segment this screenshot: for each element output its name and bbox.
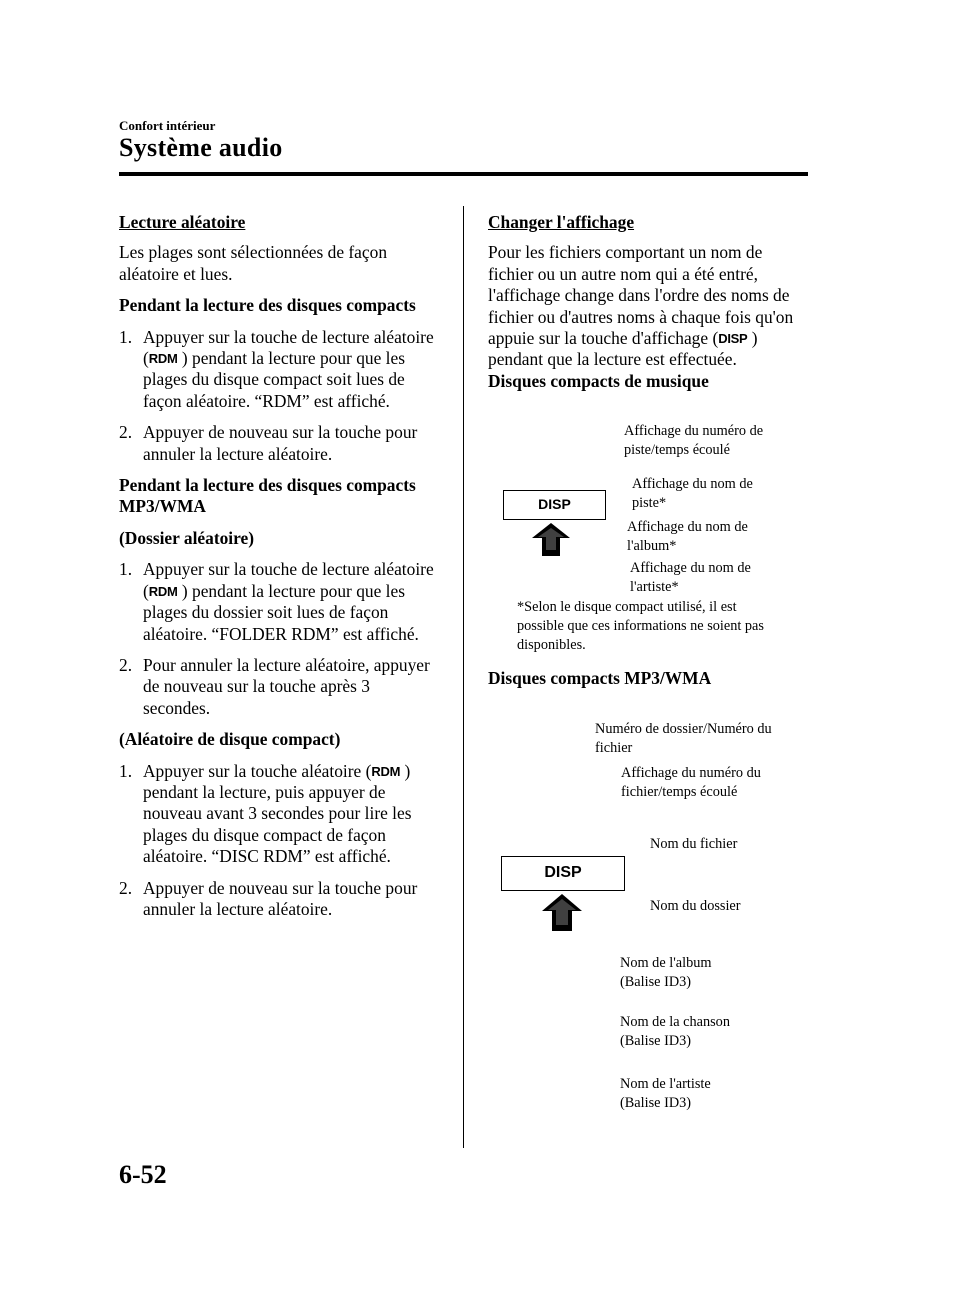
music-heading: Disques compacts de musique [488, 370, 709, 391]
column-divider [463, 206, 464, 1148]
mp3-label-folder-name: Nom du dossier [650, 898, 741, 914]
mp3-label-file-name: Nom du fichier [650, 836, 738, 852]
music-label-artist-name: Affichage du nom de l'artiste* [630, 560, 751, 595]
random-button-icon: RDM [148, 583, 178, 599]
disc-heading: (Aléatoire de disque compact) [119, 729, 341, 750]
disp-button-icon: DISP [718, 331, 748, 347]
mp3-label-folder-file-number: Numéro de dossier/Numéro du fichier [595, 721, 772, 756]
mp3-heading: Pendant la lecture des disques compacts MP3/WMA [119, 475, 416, 517]
mp3-label-album-name: Nom de l'album (Balise ID3) [620, 955, 712, 990]
disc-step-1: 1. Appuyer sur la touche aléatoire (RDM ) pendant la lecture, puis appuyer de nouveau avant 3 secondes pour lire les plages du disque compact de façon aléatoire. “DISC RDM” est affiché. [119, 760, 412, 867]
page-number: 6-52 [119, 1160, 167, 1189]
disp-button-mp3: DISP [501, 856, 625, 891]
up-arrow-icon [530, 522, 572, 558]
cd-step-2: 2. Appuyer de nouveau sur la touche pour annuler la lecture aléatoire. [119, 422, 418, 464]
folder-step-1: 1. Appuyer sur la touche de lecture aléatoire (RDM ) pendant la lecture pour que les plages du dossier soit lues de façon aléatoire. “FOLDER RDM” est affiché. [119, 559, 434, 644]
display-paragraph: Pour les fichiers comportant un nom de fichier ou un autre nom qui a été entré, l'affichage change dans l'ordre des noms de fichier ou d'autres noms à chaque fois qu'on appuie sur la touche d'affichage (DISP ) pendant que la lecture est effectuée. [488, 242, 794, 370]
random-button-icon: RDM [148, 351, 178, 367]
right-column [488, 212, 808, 392]
random-button-icon: RDM [371, 763, 401, 779]
section-category: Confort intérieur [119, 118, 216, 133]
mp3-label-file-number: Affichage du numéro du fichier/temps écoulé [621, 765, 761, 800]
music-label-track-number: Affichage du numéro de piste/temps écoulé [624, 423, 764, 458]
random-heading: Lecture aléatoire [119, 212, 246, 232]
disc-step-2: 2. Appuyer de nouveau sur la touche pour annuler la lecture aléatoire. [119, 877, 418, 919]
folder-heading: (Dossier aléatoire) [119, 527, 255, 548]
folder-step-2: 2. Pour annuler la lecture aléatoire, appuyer de nouveau sur la touche après 3 secondes. [119, 654, 430, 718]
title-divider [119, 172, 808, 176]
mp3-label-artist-name: Nom de l'artiste (Balise ID3) [620, 1076, 711, 1111]
cd-step-1: 1. Appuyer sur la touche de lecture aléatoire (RDM ) pendant la lecture pour que les plages du disque compact soit lues de façon aléatoire. “RDM” est affiché. [119, 326, 434, 411]
display-heading: Changer l'affichage [488, 212, 635, 232]
music-label-track-name: Affichage du nom de piste* [632, 476, 753, 511]
cd-heading: Pendant la lecture des disques compacts [119, 295, 416, 316]
music-label-album-name: Affichage du nom de l'album* [627, 519, 748, 554]
mp3-diagram-heading: Disques compacts MP3/WMA [488, 668, 712, 688]
page-title: Système audio [119, 133, 283, 162]
random-intro: Les plages sont sélectionnées de façon aléatoire et lues. [119, 242, 388, 284]
up-arrow-icon [540, 893, 584, 933]
disp-button-music: DISP [503, 490, 606, 520]
left-column [119, 212, 441, 920]
mp3-label-song-name: Nom de la chanson (Balise ID3) [620, 1014, 730, 1049]
music-footnote: *Selon le disque compact utilisé, il est possible que ces informations ne soient pas disponibles. [517, 599, 764, 653]
